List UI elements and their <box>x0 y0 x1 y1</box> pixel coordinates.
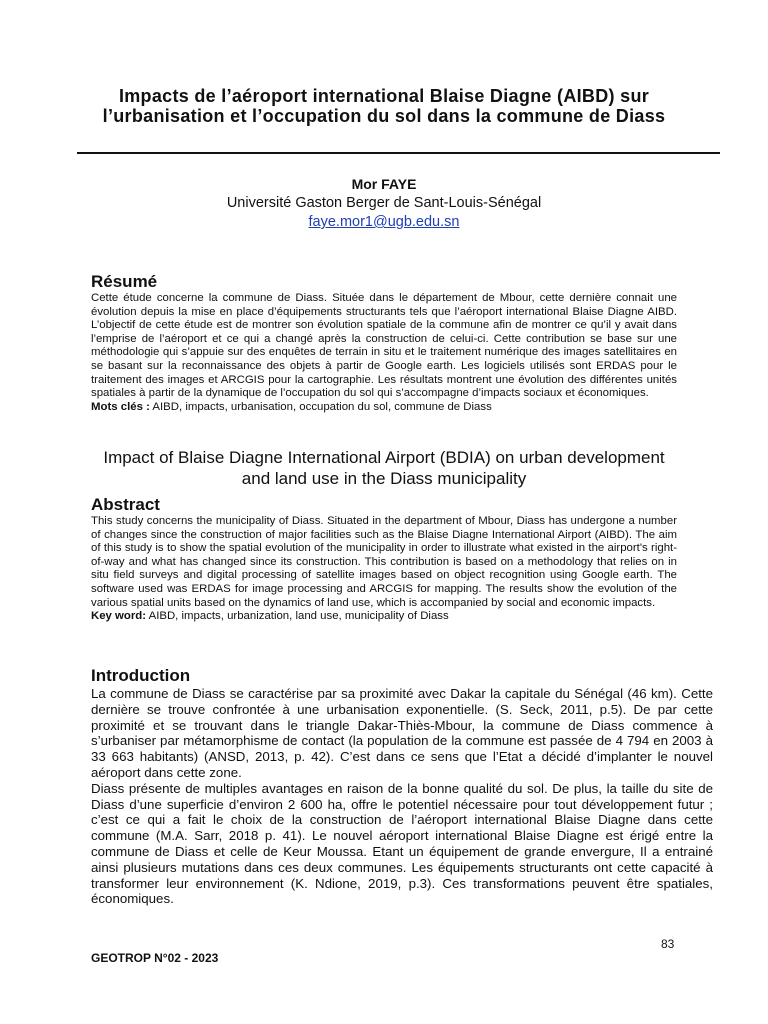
abstract-body <box>91 515 677 624</box>
abstract-keywords-label: Key word: <box>91 610 147 623</box>
page-number: 83 <box>661 937 675 951</box>
paper-title: Impacts de l’aéroport international Blaise Diagne (AIBD) sur l’urbanisation et l’occupation du sol dans la commune de Diass <box>102 86 666 126</box>
introduction-body <box>91 686 713 907</box>
abstract-keywords: AIBD, impacts, urbanization, land use, municipality of Diass <box>146 610 449 623</box>
abstract-heading: Abstract <box>91 495 160 514</box>
resume-heading: Résumé <box>91 272 158 291</box>
resume-body <box>91 292 677 414</box>
introduction-heading: Introduction <box>91 666 191 685</box>
introduction-paragraph: Diass présente de multiples avantages en raison de la bonne qualité du sol. De plus, la taille du site de Diass d’une superficie d’environ 2 600 ha, offre le potentiel nécessaire pour tout développement futur ; c’est ce qui a fait le choix de la construction de l’aéroport international Blaise Diagne dans cette commune (M.A. Sarr, 2018 p. 41). Le nouvel aéroport international Blaise Diagne est érigé entre la commune de Diass et celle de Keur Moussa. Etant un équipement de grande envergure, Il a entrainé ainsi plusieurs mutations dans ces deux communes. Les équipements structurants ont cette capacité à transformer leur environnement (K. Ndione, 2019, p.3). Ces transformations peuvent être spatiales, économiques. <box>91 780 713 907</box>
english-title: Impact of Blaise Diagne International Airport (BDIA) on urban development and land use in the Diass municipality <box>103 448 665 488</box>
introduction-paragraph: La commune de Diass se caractérise par sa proximité avec Dakar la capitale du Sénégal (46 km). Cette dernière se trouve confrontée à une urbanisation exponentielle. (S. Seck, 2011, p.5). De par cette proximité et se trouvant dans le triangle Dakar-Thiès-Mbour, la commune de Diass commence à s’urbaniser par métamorphisme de contact (la population de la commune est passée de 4 794 en 2003 à 33 663 habitants) (ANSD, 2013, p. 42). C’est dans ce sens que l’Etat a décidé d’implanter le nouvel aéroport dans cette zone. <box>91 686 713 780</box>
journal-footer: GEOTROP N°02 - 2023 <box>91 951 219 965</box>
author-affiliation: Université Gaston Berger de Sant-Louis-Sénégal <box>226 195 542 211</box>
resume-text: Cette étude concerne la commune de Diass. Située dans le département de Mbour, cette dernière connait une évolution depuis la mise en place d’équipements structurants tels que l’aéroport international Blaise Diagne AIBD. L’objectif de cette étude est de montrer son évolution spatiale de la commune afin de montrer ce qu’il y avait dans l’emprise de l’aéroport et ce qui a changé après la construction de celui-ci. Cette contribution se base sur une méthodologie qui s’appuie sur des enquêtes de terrain in situ et le traitement numérique des images satellitaires en se basant sur la reconnaissance des objets à partir de Google earth. Les logiciels utilisés sont ERDAS pour le traitement des images et ARCGIS pour la cartographie. Les résultats montrent une évolution des différentes unités spatiales à partir de la dynamique de l’occupation du sol qui s’accompagne d’impacts sociaux et économiques. <box>91 292 677 400</box>
resume-keywords-label: Mots clés : <box>91 400 150 413</box>
author-email <box>0 213 768 231</box>
abstract-text: This study concerns the municipality of Diass. Situated in the department of Mbour, Diass has undergone a number of changes since the construction of major facilities such as the Blaise Diagne International Airport (AIBD). The aim of this study is to show the spatial evolution of the municipality in order to illustrate what existed in the airport's right-of-way and what has changed since its construction. This contribution is based on a methodology that relies on in situ field surveys and digital processing of satellite images based on object recognition using Google earth. The software used was ERDAS for image processing and ARCGIS for mapping. The results show the evolution of the various spatial units based on the dynamics of land use, which is accompanied by social and economic impacts. <box>91 515 677 609</box>
author-name: Mor FAYE <box>351 176 417 192</box>
title-divider <box>77 152 720 154</box>
resume-keywords: AIBD, impacts, urbanisation, occupation du sol, commune de Diass <box>149 400 492 413</box>
email-link[interactable]: faye.mor1@ugb.edu.sn <box>308 214 460 230</box>
